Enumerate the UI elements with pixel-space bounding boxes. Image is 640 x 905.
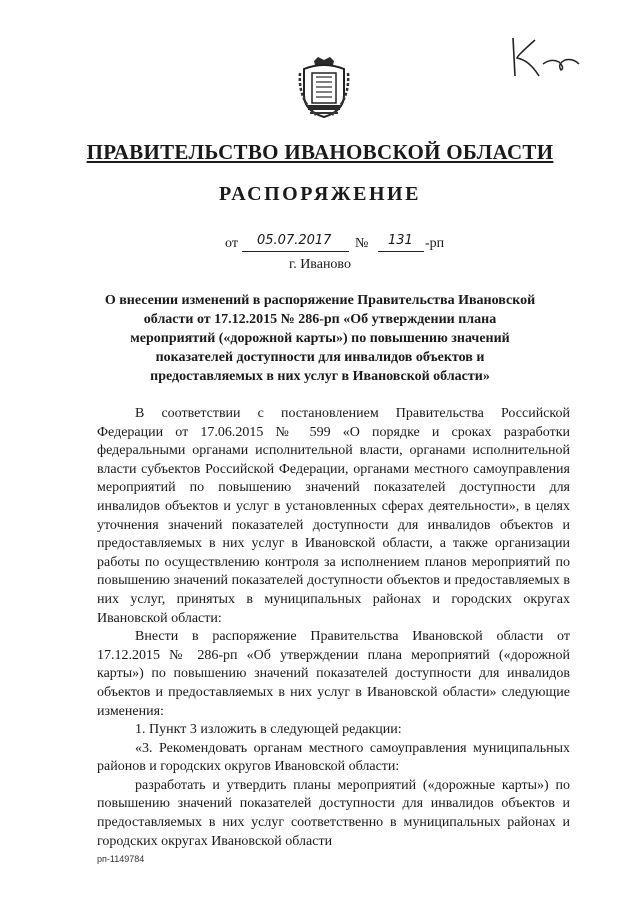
date-number-line (225, 233, 485, 255)
handwritten-resolution-mark (505, 28, 585, 83)
document-subject: О внесении изменений в распоряжение Правительства Ивановской области от 17.12.2015 № 286-рп «Об утверждении плана мероприятий («дорожной карты») по повышению значений показателей доступности для инвалидов объектов и предоставляемых в них услуг в Ивановской области» (104, 293, 536, 384)
footer-document-code: рп-1149784 (97, 854, 145, 864)
city: г. Иваново (289, 257, 351, 272)
paragraph: разработать и утвердить планы мероприятий («дорожные карты») по повышению значений показателей доступности для инвалидов объектов и предоставляемых в них услуг соответственно в муниципальных районах и городских округах Ивановской области (97, 777, 570, 849)
paragraph: 1. Пункт 3 изложить в следующей редакции: (135, 722, 402, 738)
coat-of-arms-emblem (296, 55, 352, 121)
paragraph: Внести в распоряжение Правительства Ивановской области от 17.12.2015 № 286-рп «Об утверждении плана мероприятий («дорожной карты») по повышению значений показателей доступности для инвалидов объектов и предоставляемых в них услуг в Ивановской области» следующие изменения: (97, 629, 570, 719)
date-prefix: от (225, 236, 238, 251)
organization-title: ПРАВИТЕЛЬСТВО ИВАНОВСКОЙ ОБЛАСТИ (86, 140, 554, 164)
document-body (97, 405, 570, 851)
paragraph: В соответствии с постановлением Правительства Российской Федерации от 17.06.2015 № 599 «О порядке и сроках разработки федеральными органами исполнительной власти, органами исполнительной власти субъектов Российской Федерации, органами местного самоуправления мероприятий по повышению значений показателей доступности для инвалидов объектов и услуг в установленных сферах деятельности», в целях уточнения значений показателей доступности для инвалидов объектов и предоставляемых в них услуг в Ивановской области, а также организации работы по осуществлению контроля за исполнением планов мероприятий по повышению значений показателей доступности объектов и предоставляемых в них услуг, принятых в муниципальных районах и городских округах Ивановской области: (97, 406, 570, 626)
number-underline (378, 251, 424, 252)
number-suffix: -рп (425, 236, 445, 251)
date-underline (242, 251, 349, 252)
number-sign: № (355, 236, 369, 251)
document-number: 131 (388, 233, 413, 248)
document-date: 05.07.2017 (257, 233, 332, 248)
document-type: РАСПОРЯЖЕНИЕ (219, 183, 421, 205)
paragraph: «3. Рекомендовать органам местного самоуправления муниципальных районов и городских округов Ивановской области: (97, 740, 570, 775)
